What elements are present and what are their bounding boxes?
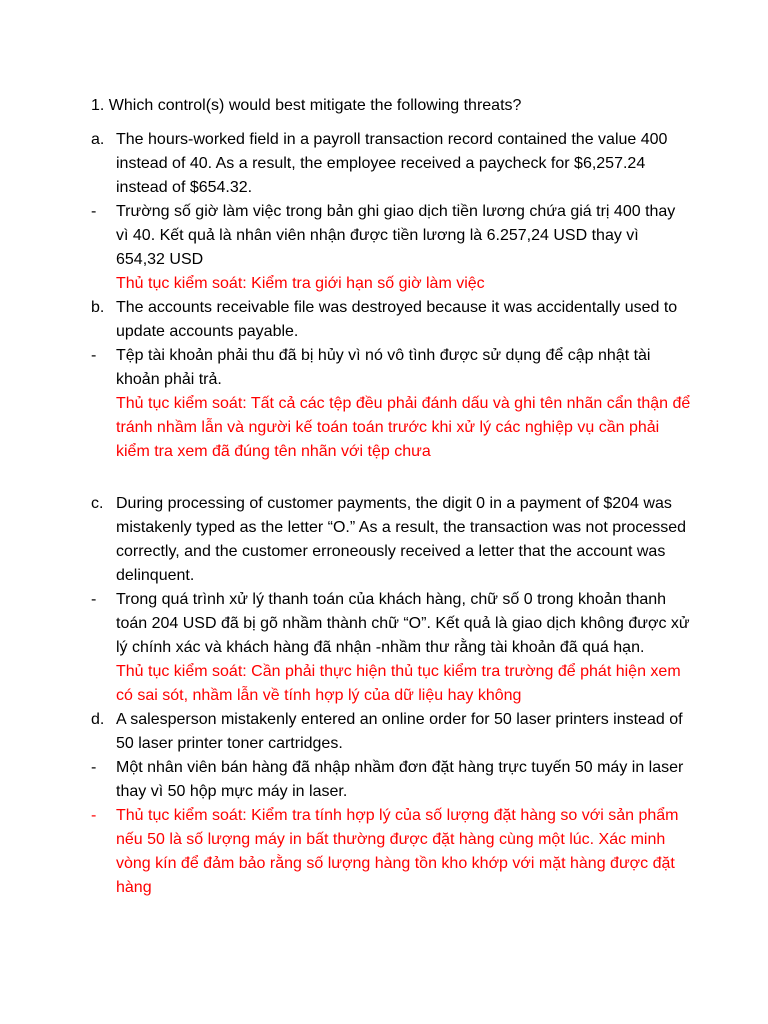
item-vietnamese-text: Trong quá trình xử lý thanh toán của khách hàng, chữ số 0 trong khoản thanh toán 204 USD đã bị gõ nhầm thành chữ “O”. Kết quả là giao dịch không được xử lý chính xác và khách hàng đã nhận -nhầm thư rằng tài khoản đã quá hạn.	[116, 591, 690, 656]
item-d-control	[91, 804, 691, 900]
item-c-vietnamese	[91, 588, 691, 660]
dash-marker: -	[91, 203, 97, 220]
item-a-control	[91, 272, 691, 296]
dash-marker: -	[91, 591, 97, 608]
item-vietnamese-text: Một nhân viên bán hàng đã nhập nhầm đơn đặt hàng trực tuyến 50 máy in laser thay vì 50 hộp mực máy in laser.	[116, 759, 684, 800]
control-answer-text: Thủ tục kiểm soát: Kiểm tra giới hạn số giờ làm việc	[116, 275, 485, 292]
control-answer-text: Thủ tục kiểm soát: Kiểm tra tính hợp lý của số lượng đặt hàng so với sản phẩm nếu 50 là số lượng máy in bất thường được đặt hàng cùng một lúc. Xác minh vòng kín để đảm bảo rằng số lượng hàng tồn kho khớp với mặt hàng được đặt hàng	[116, 807, 679, 896]
question-items	[91, 128, 691, 900]
question-heading: 1. Which control(s) would best mitigate the following threats?	[91, 97, 522, 114]
item-marker: b.	[91, 299, 105, 316]
item-marker: c.	[91, 495, 104, 512]
item-vietnamese-text: Tệp tài khoản phải thu đã bị hủy vì nó vô tình được sử dụng để cập nhật tài khoản phải trả.	[116, 347, 651, 388]
item-english-text: The hours-worked field in a payroll transaction record contained the value 400 instead of 40. As a result, the employee received a paycheck for $6,257.24 instead of $654.32.	[116, 131, 668, 196]
item-c-control	[91, 660, 691, 708]
item-b-vietnamese	[91, 344, 691, 392]
item-marker: a.	[91, 131, 105, 148]
item-english-text: During processing of customer payments, the digit 0 in a payment of $204 was mistakenly typed as the letter “O.” As a result, the transaction was not processed correctly, and the customer erroneously received a letter that the account was delinquent.	[116, 495, 687, 584]
item-marker: d.	[91, 711, 105, 728]
item-english-text: A salesperson mistakenly entered an online order for 50 laser printers instead of 50 laser printer toner cartridges.	[116, 711, 683, 752]
item-d-english	[91, 708, 691, 756]
item-a-vietnamese	[91, 200, 691, 272]
dash-marker: -	[91, 347, 97, 364]
item-d-vietnamese	[91, 756, 691, 804]
item-vietnamese-text: Trường số giờ làm việc trong bản ghi giao dịch tiền lương chứa giá trị 400 thay vì 40. Kết quả là nhân viên nhận được tiền lương là 6.257,24 USD thay vì 654,32 USD	[116, 203, 676, 268]
item-b-english	[91, 296, 691, 344]
item-b-control	[91, 392, 691, 464]
dash-marker: -	[91, 759, 97, 776]
item-english-text: The accounts receivable file was destroyed because it was accidentally used to update accounts payable.	[116, 299, 678, 340]
item-c-english	[91, 492, 691, 588]
control-answer-text: Thủ tục kiểm soát: Cần phải thực hiện thủ tục kiểm tra trường để phát hiện xem có sai sót, nhầm lẫn về tính hợp lý của dữ liệu hay không	[116, 663, 681, 704]
control-marker: -	[91, 807, 97, 824]
control-answer-text: Thủ tục kiểm soát: Tất cả các tệp đều phải đánh dấu và ghi tên nhãn cẩn thận để tránh nhầm lẫn và người kế toán toán trước khi xử lý các nghiệp vụ cần phải kiểm tra xem đã đúng tên nhãn với tệp chưa	[116, 395, 691, 460]
item-a-english	[91, 128, 691, 200]
